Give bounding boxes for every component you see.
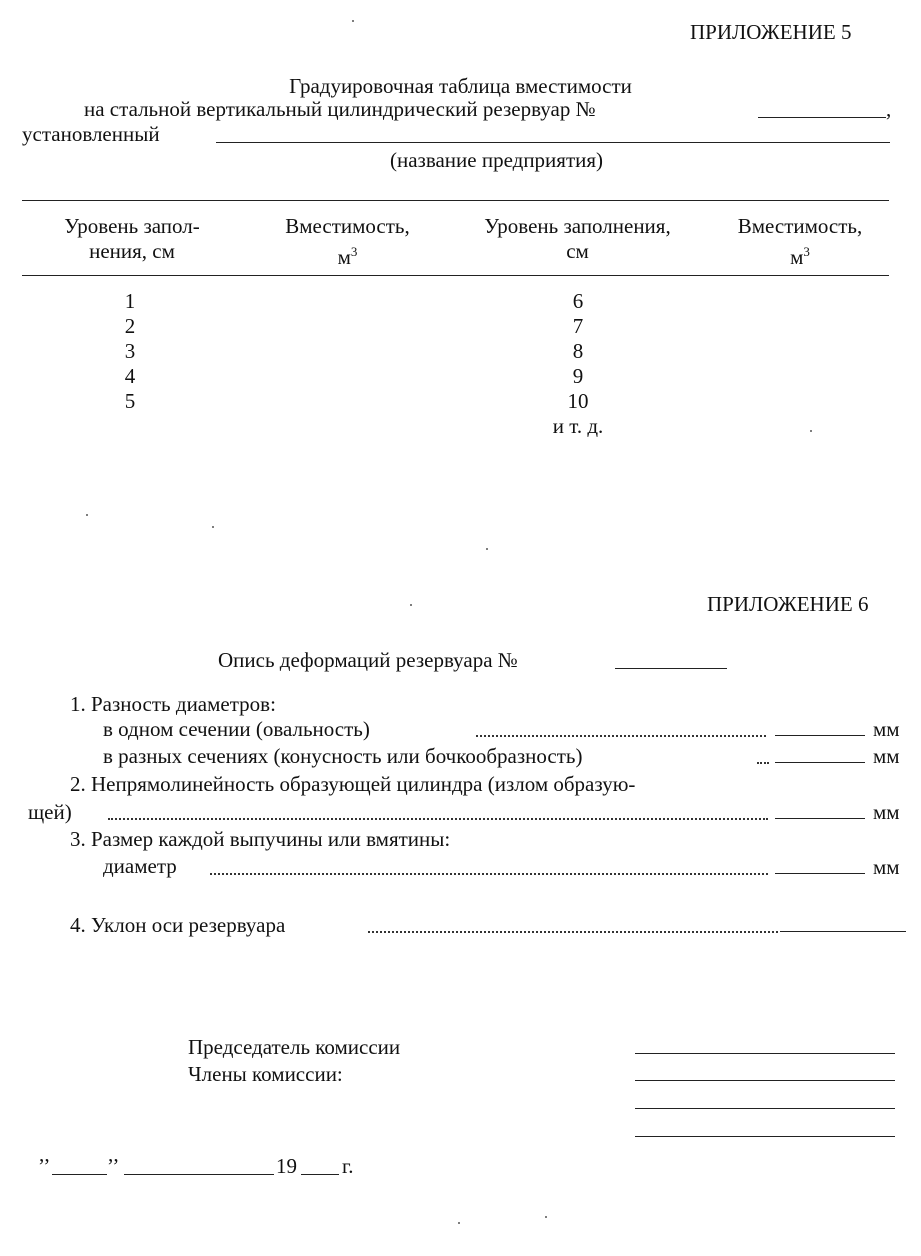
item4-label: 4. Уклон оси резервуара xyxy=(70,913,286,937)
item1b-blank xyxy=(775,762,865,763)
table-row: 3 xyxy=(124,339,136,363)
scan-speck xyxy=(86,514,88,516)
item1-label: 1. Разность диаметров: xyxy=(70,692,276,716)
scan-speck xyxy=(458,1222,460,1224)
header-level-1: Уровень запол- нения, см xyxy=(64,214,200,263)
leader-dots xyxy=(757,762,769,764)
header-capacity-1: Вместимость, $м^3$ xyxy=(285,214,410,269)
item1b-label: в разных сечениях (конусность или бочкообразность) xyxy=(103,744,583,768)
enterprise-blank xyxy=(216,142,890,143)
item3-label: 3. Размер каждой выпучины или вмятины: xyxy=(70,827,451,851)
members-label: Члены комиссии: xyxy=(188,1062,343,1086)
item3a-blank xyxy=(775,873,865,874)
item4-blank xyxy=(780,931,906,932)
leader-dots xyxy=(108,818,768,820)
item2-blank xyxy=(775,818,865,819)
header-level-2: Уровень заполнения, см xyxy=(484,214,671,263)
date-year-prefix: 19 xyxy=(276,1154,297,1178)
comma: , xyxy=(886,97,892,121)
scan-speck xyxy=(810,430,812,432)
appendix5-title-line1: Градуировочная таблица вместимости xyxy=(289,74,632,98)
signature-line xyxy=(635,1053,895,1054)
table-row: 5 xyxy=(124,389,136,413)
unit-mm: мм xyxy=(873,800,900,824)
header-capacity-2: Вместимость, $м^3$ xyxy=(737,214,863,269)
appendix6-heading: ПРИЛОЖЕНИЕ 6 xyxy=(707,592,869,616)
table-row: 6 xyxy=(572,289,584,313)
chairman-label: Председатель комиссии xyxy=(188,1035,401,1059)
appendix5-title-line2: на стальной вертикальный цилиндрический резервуар № xyxy=(84,97,596,121)
table-row: 10 xyxy=(567,389,589,413)
date-month-blank xyxy=(124,1174,274,1175)
tank-number-blank xyxy=(758,117,886,118)
item2-line1: 2. Непрямолинейность образующей цилиндра (излом образую- xyxy=(70,772,636,796)
levels-right-column xyxy=(528,289,628,439)
date-day-blank xyxy=(52,1174,107,1175)
table-row: 8 xyxy=(572,339,584,363)
scan-speck xyxy=(410,604,412,606)
scan-speck xyxy=(486,548,488,550)
signature-line xyxy=(635,1108,895,1109)
appendix6-title: Опись деформаций резервуара № xyxy=(218,648,518,672)
table-header-rule xyxy=(22,275,889,276)
table-etc: и т. д. xyxy=(552,414,604,438)
table-row: 7 xyxy=(572,314,584,338)
date-quote-close: ’’ xyxy=(107,1154,120,1178)
scan-speck xyxy=(212,526,214,528)
unit-mm: мм xyxy=(873,717,900,741)
table-row: 1 xyxy=(124,289,136,313)
levels-left-column xyxy=(80,289,180,414)
deformation-tank-number-blank xyxy=(615,668,727,669)
table-row: 2 xyxy=(124,314,136,338)
date-year-blank xyxy=(301,1174,339,1175)
table-row: 4 xyxy=(124,364,136,388)
scan-speck xyxy=(545,1216,547,1218)
item1a-blank xyxy=(775,735,865,736)
appendix5-heading: ПРИЛОЖЕНИЕ 5 xyxy=(690,20,852,44)
unit-mm: мм xyxy=(873,855,900,879)
table-top-rule xyxy=(22,200,889,201)
date-year-suffix: г. xyxy=(342,1154,354,1178)
unit-mm: мм xyxy=(873,744,900,768)
item2-line2: щей) xyxy=(28,800,72,824)
installed-label: установленный xyxy=(22,122,160,146)
enterprise-caption: (название предприятия) xyxy=(390,148,604,172)
leader-dots xyxy=(476,735,766,737)
item3a-label: диаметр xyxy=(103,854,177,878)
table-row: 9 xyxy=(572,364,584,388)
date-quote-open: ’’ xyxy=(38,1154,51,1178)
item1a-label: в одном сечении (овальность) xyxy=(103,717,370,741)
signature-line xyxy=(635,1136,895,1137)
scan-speck xyxy=(352,20,354,22)
signature-line xyxy=(635,1080,895,1081)
leader-dots xyxy=(210,873,768,875)
leader-dots xyxy=(368,931,778,933)
